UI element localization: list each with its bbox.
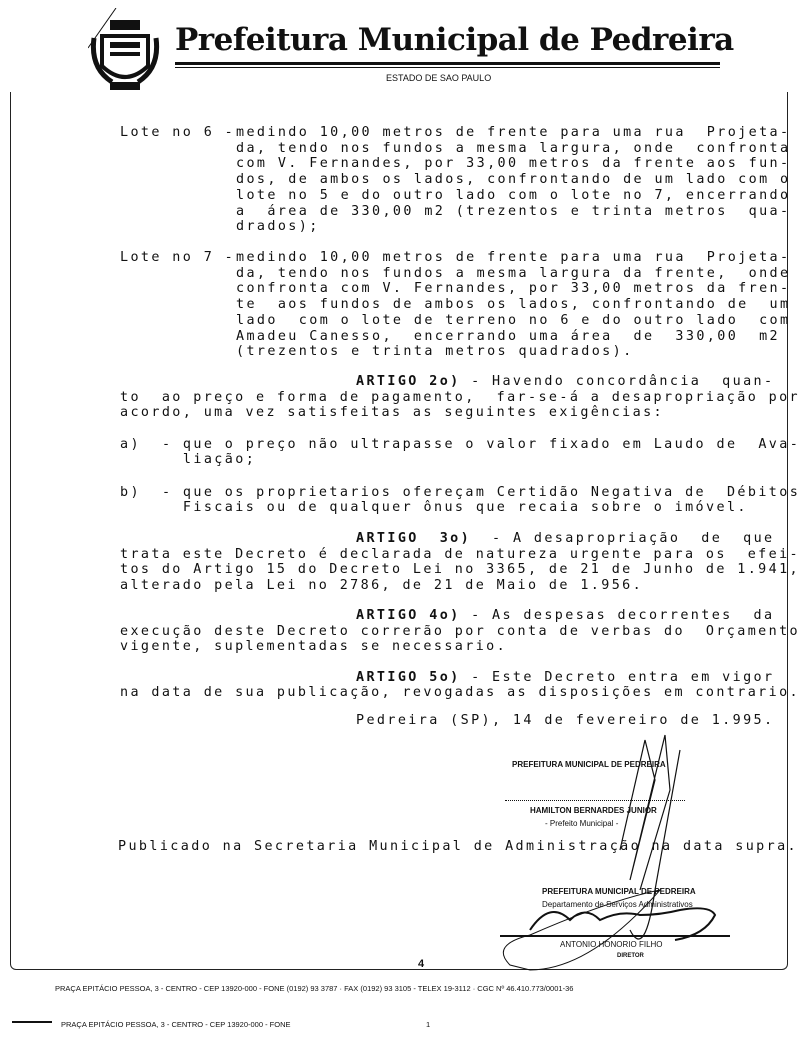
lote7-line: (trezentos e trinta metros quadrados). (236, 344, 634, 360)
page-title: Prefeitura Municipal de Pedreira (175, 22, 734, 58)
artigo2-heading: ARTIGO 2o) (356, 374, 461, 389)
signature2-dept: Departamento de Serviços Administrativos (542, 900, 693, 909)
published-note: Publicado na Secretaria Municipal de Administração na data supra. (118, 839, 799, 854)
header-rule-thin (175, 67, 720, 68)
state-subtitle: ESTADO DE SAO PAULO (386, 73, 492, 83)
lote7-line: Amadeu Canesso, encerrando uma área de 330,00 m2 (236, 328, 781, 344)
handwritten-signature (470, 730, 750, 980)
signature2-name: ANTONIO HONORIO FILHO (560, 940, 663, 949)
artigo4-line: vigente, suplementadas se necessario. (120, 639, 508, 654)
lote6-line: da, tendo nos fundos a mesma largura, onde confronta (236, 140, 791, 156)
lote6-line: com V. Fernandes, por 33,00 metros da frente aos fun- (236, 156, 791, 172)
signature1-role: - Prefeito Municipal - (545, 819, 619, 828)
artigo3-heading: ARTIGO 3o) (356, 531, 472, 546)
artigo3-line: alterado pela Lei no 2786, de 21 de Maio de 1.956. (120, 578, 644, 593)
page-number-2: 1 (423, 1020, 433, 1029)
artigo4-line: execução deste Decreto correrão por conta de verbas do Orçamento (120, 624, 800, 639)
lote6-line: medindo 10,00 metros de frente para uma rua Projeta- (236, 125, 791, 140)
lote7-line: lado com o lote de terreno no 6 e do outro lado com (236, 312, 791, 328)
artigo2-line: acordo, uma vez satisfeitas as seguintes exigências: (120, 405, 665, 420)
lote6-line: dos, de ambos os lados, confrontando de um lado com o (236, 172, 791, 188)
artigo3-line: trata este Decreto é declarada de natureza urgente para os efei- (120, 547, 800, 562)
lote7-line: medindo 10,00 metros de frente para uma rua Projeta- (236, 250, 791, 265)
lote7-label: Lote no 7 - (120, 250, 236, 265)
artigo5-line: na data de sua publicação, revogadas as disposições em contrario. (120, 685, 800, 700)
artigo2-first-line: - Havendo concordância quan- (460, 374, 775, 389)
artigo5-first-line: - Este Decreto entra em vigor (460, 670, 775, 685)
lote6-line: lote no 5 e do outro lado com o lote no 7, encerrando (236, 187, 791, 203)
footer2-rule (12, 1021, 52, 1023)
item-a-label: a) (120, 437, 141, 452)
lote6-line: drados); (236, 219, 320, 235)
municipal-crest-logo (88, 8, 168, 100)
lote7-line: confronta com V. Fernandes, por 33,00 metros da fren- (236, 281, 791, 297)
item-a-line: - que o preço não ultrapasse o valor fixado em Laudo de Ava- (162, 437, 800, 452)
footer-address: PRAÇA EPITÁCIO PESSOA, 3 - CENTRO - CEP 13920-000 - FONE (0192) 93 3787 · FAX (0192) 93 3105 - TELEX 19-3112 · CGC Nº 46.410.773/0001-36 (52, 984, 576, 993)
item-a-line: liação; (162, 452, 257, 467)
artigo4-heading: ARTIGO 4o) (356, 608, 461, 623)
lote7-line: te aos fundos de ambos os lados, confrontando de um (236, 297, 791, 313)
item-b-label: b) (120, 485, 141, 500)
signature2-org: PREFEITURA MUNICIPAL DE PEDREIRA (542, 887, 696, 896)
footer2-address: PRAÇA EPITÁCIO PESSOA, 3 - CENTRO - CEP 13920-000 - FONE (58, 1020, 294, 1029)
lote6-line: a área de 330,00 m2 (trezentos e trinta metros qua- (236, 203, 791, 219)
artigo4-first-line: - As despesas decorrentes da (460, 608, 775, 623)
artigo5-heading: ARTIGO 5o) (356, 670, 461, 685)
artigo3-first-line: - A desapropriação de que (471, 531, 775, 546)
header-rule (175, 62, 720, 65)
artigo2-line: to ao preço e forma de pagamento, far-se-á a desapropriação por (120, 390, 800, 405)
item-b-line: - que os proprietarios ofereçam Certidão Negativa de Débitos (162, 485, 800, 500)
date-line: Pedreira (SP), 14 de fevereiro de 1.995. (356, 713, 775, 728)
item-b-line: Fiscais ou de qualquer ônus que recaia sobre o imóvel. (162, 500, 748, 515)
signature1-name: HAMILTON BERNARDES JUNIOR (530, 806, 657, 815)
signature2-role: DIRETOR (617, 953, 644, 959)
artigo3-line: tos do Artigo 15 do Decreto Lei no 3365, de 21 de Junho de 1.941, (120, 562, 800, 577)
lote6-label: Lote no 6 - (120, 125, 236, 140)
lote7-line: da, tendo nos fundos a mesma largura da frente, onde (236, 265, 791, 281)
page-number: 4 (418, 958, 425, 970)
signature1-org: PREFEITURA MUNICIPAL DE PEDREIRA (512, 760, 666, 769)
